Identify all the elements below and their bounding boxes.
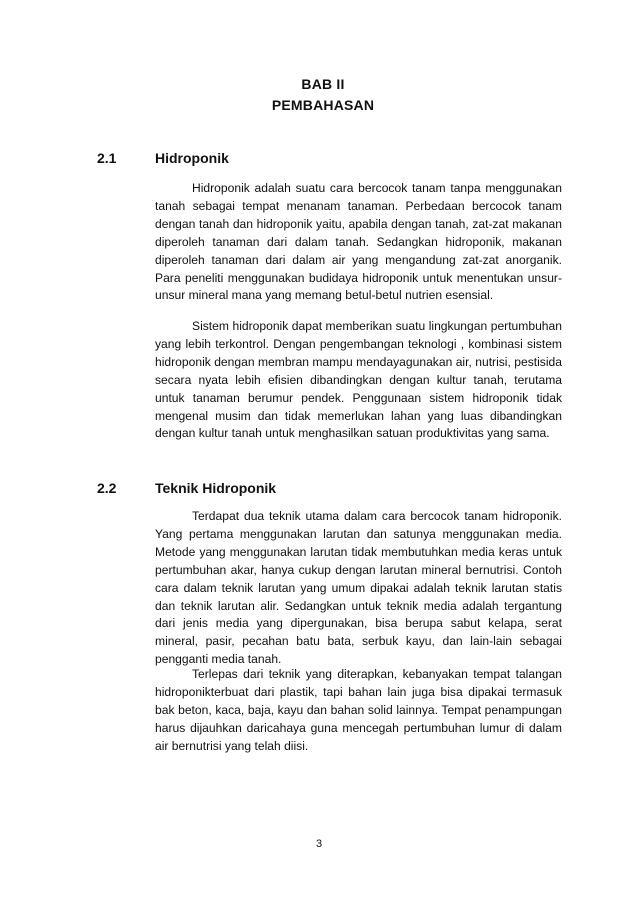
section-number: 2.2 <box>97 480 117 496</box>
page-number: 3 <box>315 838 323 850</box>
section-number: 2.1 <box>97 150 117 166</box>
section-heading-2-1 <box>97 150 229 166</box>
section-title: Teknik Hidroponik <box>155 480 277 496</box>
chapter-title: PEMBAHASAN <box>271 97 375 113</box>
section-title: Hidroponik <box>155 150 229 166</box>
chapter-number: BAB II <box>301 76 345 92</box>
section-heading-2-2 <box>97 480 276 496</box>
paragraph: Terlepas dari teknik yang diterapkan, kebanyakan tempat talangan hidroponikterbuat dari plastik, tapi bahan lain juga bisa dipakai termasuk bak beton, kaca, baja, kayu dan bahan solid lainnya. Tempat penampungan harus dijauhkan daricahaya guna mencegah pertumbuhan lumur di dalam air bernutrisi yang telah diisi. <box>155 667 562 753</box>
paragraph: Sistem hidroponik dapat memberikan suatu lingkungan pertumbuhan yang lebih terkontrol. Dengan pengembangan teknologi , kombinasi sistem hidroponik dengan membran mampu mendayagunakan air, nutrisi, pestisida secara nyata lebih efisien dibandingkan dengan kultur tanah, terutama untuk tanaman berumur pendek. Penggunaan sistem hidroponik tidak mengenal musim dan tidak memerlukan lahan yang luas dibandingkan dengan kultur tanah untuk menghasilkan satuan produktivitas yang sama. <box>155 319 562 441</box>
paragraph: Hidroponik adalah suatu cara bercocok tanam tanpa menggunakan tanah sebagai tempat menanam tanaman. Perbedaan bercocok tanam dengan tanah dan hidroponik yaitu, apabila dengan tanah, zat-zat makanan diperoleh tanaman dari dalam tanah. Sedangkan hidroponik, makanan diperoleh tanaman dari dalam air yang mengandung zat-zat anorganik. Para peneliti menggunakan budidaya hidroponik untuk menentukan unsur-unsur mineral mana yang memang betul-betul nutrien esensial. <box>155 181 562 303</box>
paragraph: Terdapat dua teknik utama dalam cara bercocok tanam hidroponik. Yang pertama menggunakan larutan dan satunya menggunakan media. Metode yang menggunakan larutan tidak membutuhkan media keras untuk pertumbuhan akar, hanya cukup dengan larutan mineral bernutrisi. Contoh cara dalam teknik larutan yang umum dipakai adalah teknik larutan statis dan teknik larutan alir. Sedangkan untuk teknik media adalah tergantung dari jenis media yang dipergunakan, bisa berupa sabut kelapa, serat mineral, pasir, pecahan batu bata, serbuk kayu, dan lain-lain sebagai pengganti media tanah. <box>155 509 562 667</box>
